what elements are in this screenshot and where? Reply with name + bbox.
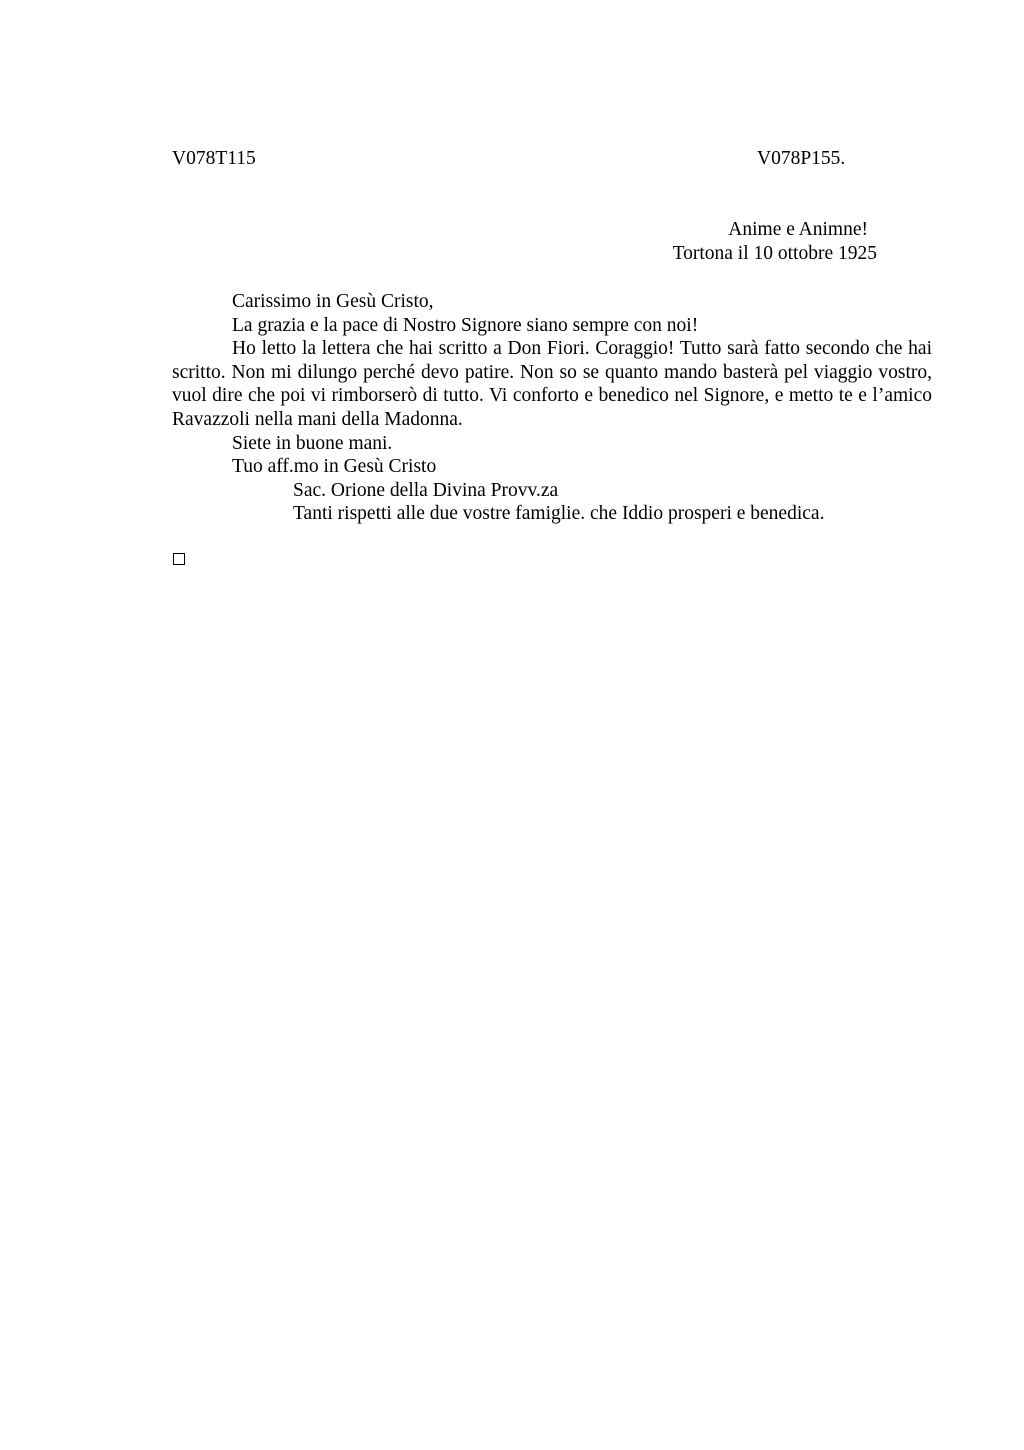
reference-code-right: V078P155. [757,148,846,169]
motto: Anime e Animne! [728,219,868,240]
dateline: Tortona il 10 ottobre 1925 [672,243,877,264]
greeting: La grazia e la pace di Nostro Signore siano sempre con noi! [232,314,699,336]
closing: Tuo aff.mo in Gesù Cristo [232,456,437,478]
main-paragraph: Ho letto la lettera che hai scritto a Don Fiori. Coraggio! Tutto sarà fatto secondo che hai scritto. Non mi dilungo perché devo patire. Non so se quanto mando basterà pel viaggio vostro, vuol dire che poi vi rimborserò di tutto. Vi conforto e benedico nel Signore, e metto te e l’amico Ravazzoli nella mani della Madonna. [172,338,932,430]
postscript: Tanti rispetti alle due vostre famiglie. che Iddio prosperi e benedica. [293,503,825,525]
reassurance: Siete in buone mani. [232,432,393,454]
signature: Sac. Orione della Divina Provv.za [293,479,559,501]
empty-square-icon [173,553,185,565]
salutation: Carissimo in Gesù Cristo, [232,291,434,312]
reference-code-left: V078T115 [172,148,256,169]
letter-body [172,290,932,526]
